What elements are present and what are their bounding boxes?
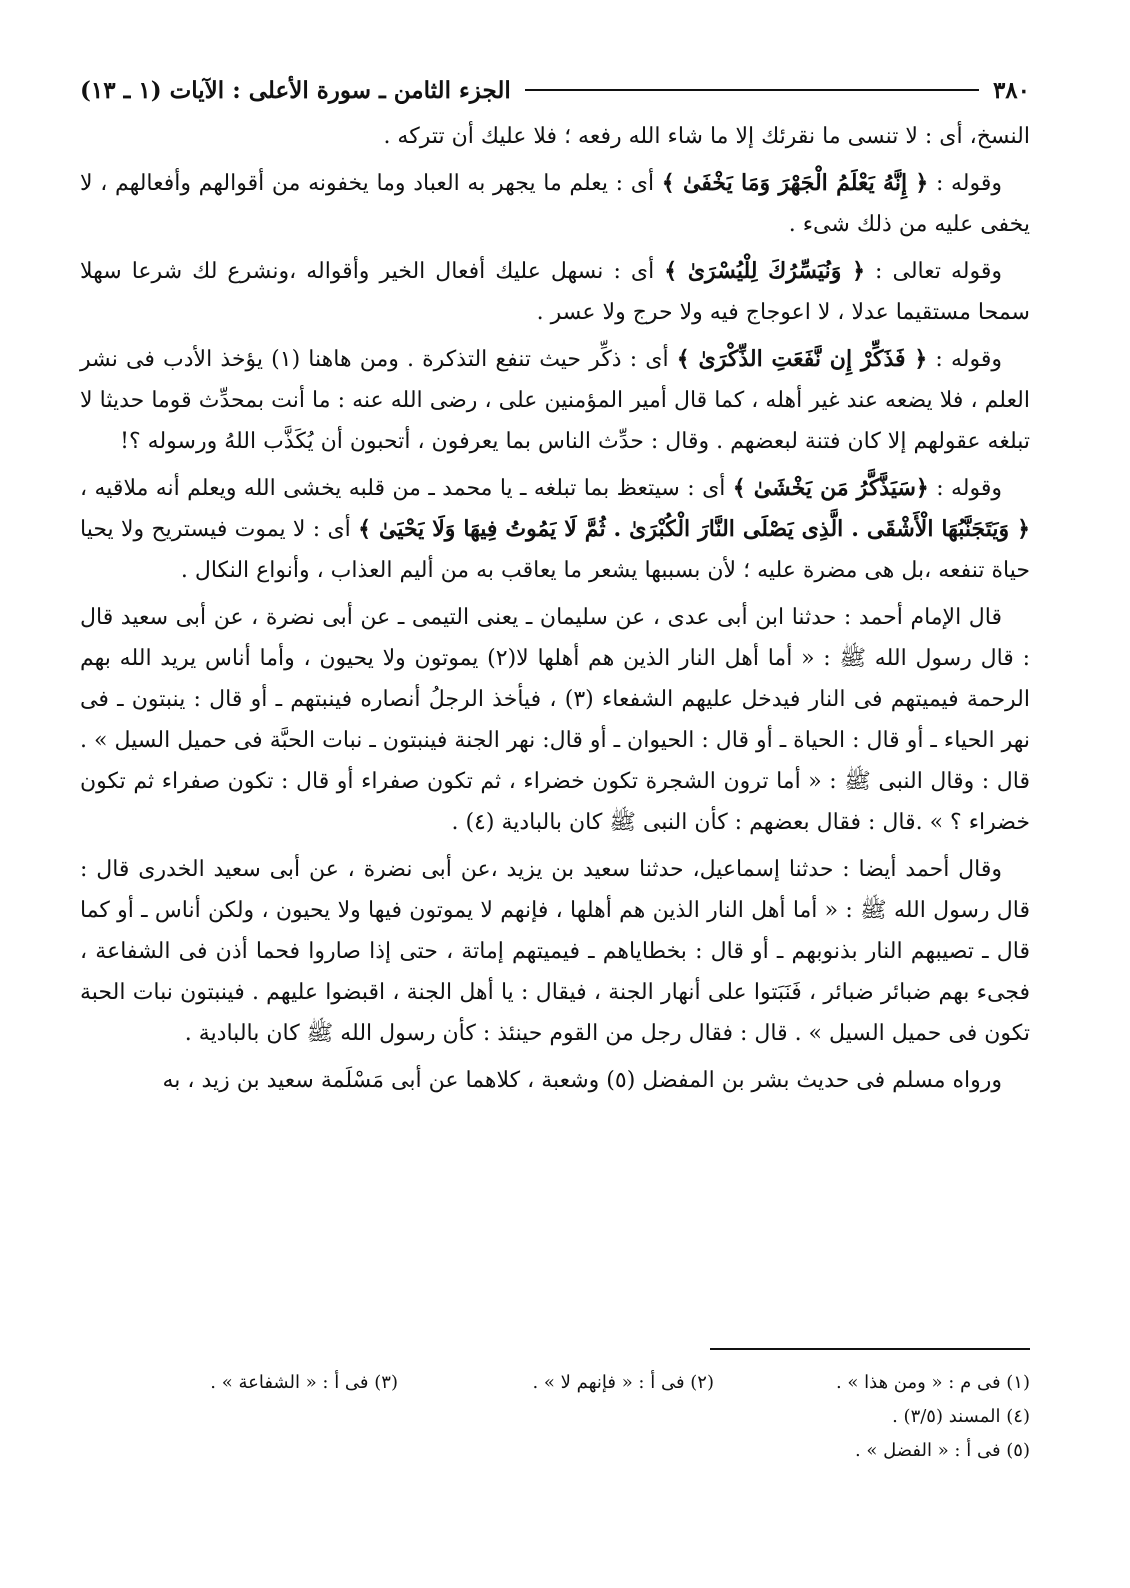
quran-verse: ﴿ وَنُيَسِّرُكَ لِلْيُسْرَىٰ ﴾	[664, 258, 866, 284]
header-rule	[525, 89, 979, 91]
text-run: أى : لا يموت فيستريح ولا يحيا حياة تنفعه ،بل هى مضرة عليه ؛ لأن بسببها يشعر ما يعاقب به من أليم العذاب ، وأنواع النكال .	[80, 517, 1030, 583]
footnotes	[80, 1366, 1030, 1468]
body-text	[80, 116, 1030, 1101]
text-run: وقوله :	[928, 476, 1003, 501]
quran-verse: ﴿ إِنَّهُ يَعْلَمُ الْجَهْرَ وَمَا يَخْفَىٰ ﴾	[661, 170, 929, 196]
footnote-rule	[710, 1348, 1030, 1350]
paragraph	[80, 163, 1030, 245]
text-run: وقال أحمد أيضا : حدثنا إسماعيل، حدثنا سعيد بن يزيد ،عن أبى نضرة ، عن أبى سعيد الخدرى قال : قال رسول الله ﷺ : « أما أهل النار الذين هم أهلها ، فإنهم لا يموتون فيها ولا يحيون ، ولكن أناس ـ أو كما قال ـ تصيبهم النار بذنوبهم ـ أو قال : بخطاياهم ـ فيميتهم إماتة ، حتى إذا صاروا فحما أذن فى الشفاعة ، فجىء بهم ضبائر ضبائر ، فَنَبَتوا على أنهار الجنة ، فيقال : يا أهل الجنة ، اقبضوا عليهم . فينبتون نبات الحبة تكون فى حميل السيل » . قال : فقال رجل من القوم حينئذ : كأن رسول الله ﷺ كان بالبادية .	[80, 857, 1030, 1046]
quran-verse: ﴿سَيَذَّكَّرُ مَن يَخْشَىٰ ﴾	[732, 475, 929, 501]
footnote-1: (١) فى م : « ومن هذا » .	[835, 1372, 1030, 1393]
text-run: أى : نسهل عليك أفعال الخير وأقواله ،ونشرع لك شرعا سهلا سمحا مستقيما عدلا ، لا اعوجاج فيه ولا حرج ولا عسر .	[80, 259, 1030, 325]
footnote-2: (٢) فى أ : « فإنهم لا » .	[532, 1372, 714, 1393]
paragraph	[80, 251, 1030, 333]
paragraph	[80, 597, 1030, 843]
text-run: وقوله :	[927, 347, 1002, 372]
running-head	[80, 70, 1030, 110]
text-run: أى : سيتعظ بما تبلغه ـ يا محمد ـ من قلبه يخشى الله ويعلم أنه ملاقيه ،	[80, 476, 733, 501]
text-run: النسخ، أى : لا تنسى ما نقرئك إلا ما شاء الله رفعه ؛ فلا عليك أن تتركه .	[383, 124, 1030, 149]
text-run: ورواه مسلم فى حديث بشر بن المفضل (٥) وشعبة ، كلاهما عن أبى مَسْلَمة سعيد بن زيد ، به	[162, 1068, 1002, 1093]
quran-verse: ﴿ فَذَكِّرْ إِن نَّفَعَتِ الذِّكْرَىٰ ﴾	[676, 346, 928, 372]
text-run: أى : ذكِّر حيث تنفع التذكرة . ومن هاهنا (١) يؤخذ الأدب فى نشر العلم ، فلا يضعه عند غير أهله ، كما قال أمير المؤمنين على ، رضى الله عنه : ما أنت بمحدِّث قوما حديثا لا تبلغه عقولهم إلا كان فتنة لبعضهم . وقال : حدِّث الناس بما يعرفون ، أتحبون أن يُكَذَّب اللهُ ورسوله ؟!	[80, 347, 1030, 454]
text-run: قال الإمام أحمد : حدثنا ابن أبى عدى ، عن سليمان ـ يعنى التيمى ـ عن أبى نضرة ، عن أبى سعيد قال : قال رسول الله ﷺ : « أما أهل النار الذين هم أهلها لا(٢) يموتون ولا يحيون ، وأما أناس يريد الله بهم الرحمة فيميتهم فى النار فيدخل عليهم الشفعاء (٣) ، فيأخذ الرجلُ أنصاره فينبتهم ـ أو قال : ينبتون ـ فى نهر الحياء ـ أو قال : الحياة ـ أو قال : الحيوان ـ أو قال: نهر الجنة فينبتون ـ نبات الحبَّة فى حميل السيل » . قال : وقال النبى ﷺ : « أما ترون الشجرة تكون خضراء ، ثم تكون صفراء أو قال : تكون صفراء ثم تكون خضراء ؟ » .قال : فقال بعضهم : كأن النبى ﷺ كان بالبادية (٤) .	[80, 605, 1030, 835]
footnote-row	[80, 1366, 1030, 1400]
running-title: الجزء الثامن ـ سورة الأعلى : الآيات (١ ـ ١٣)	[80, 76, 511, 104]
paragraph	[80, 468, 1030, 591]
paragraph	[80, 116, 1030, 157]
page	[80, 70, 1030, 1550]
footnote-4: (٤) المسند (٣/٥) .	[892, 1406, 1030, 1427]
paragraph	[80, 1060, 1030, 1101]
text-run: أى : يعلم ما يجهر به العباد وما يخفونه من أقوالهم وأفعالهم ، لا يخفى عليه من ذلك شىء .	[80, 171, 1030, 237]
footnote-5: (٥) فى أ : « الفضل » .	[854, 1440, 1030, 1461]
footnote-3: (٣) فى أ : « الشفاعة » .	[210, 1372, 398, 1393]
paragraph	[80, 849, 1030, 1054]
page-number: ٣٨٠	[992, 76, 1030, 104]
text-run: وقوله :	[928, 171, 1003, 196]
text-run: وقوله تعالى :	[865, 259, 1002, 284]
quran-verse: ﴿ وَيَتَجَنَّبُهَا الْأَشْقَى . الَّذِى يَصْلَى النَّارَ الْكُبْرَىٰ . ثُمَّ لَا يَمُوتُ فِيهَا وَلَا يَحْيَىٰ ﴾	[358, 516, 1030, 542]
paragraph	[80, 339, 1030, 462]
